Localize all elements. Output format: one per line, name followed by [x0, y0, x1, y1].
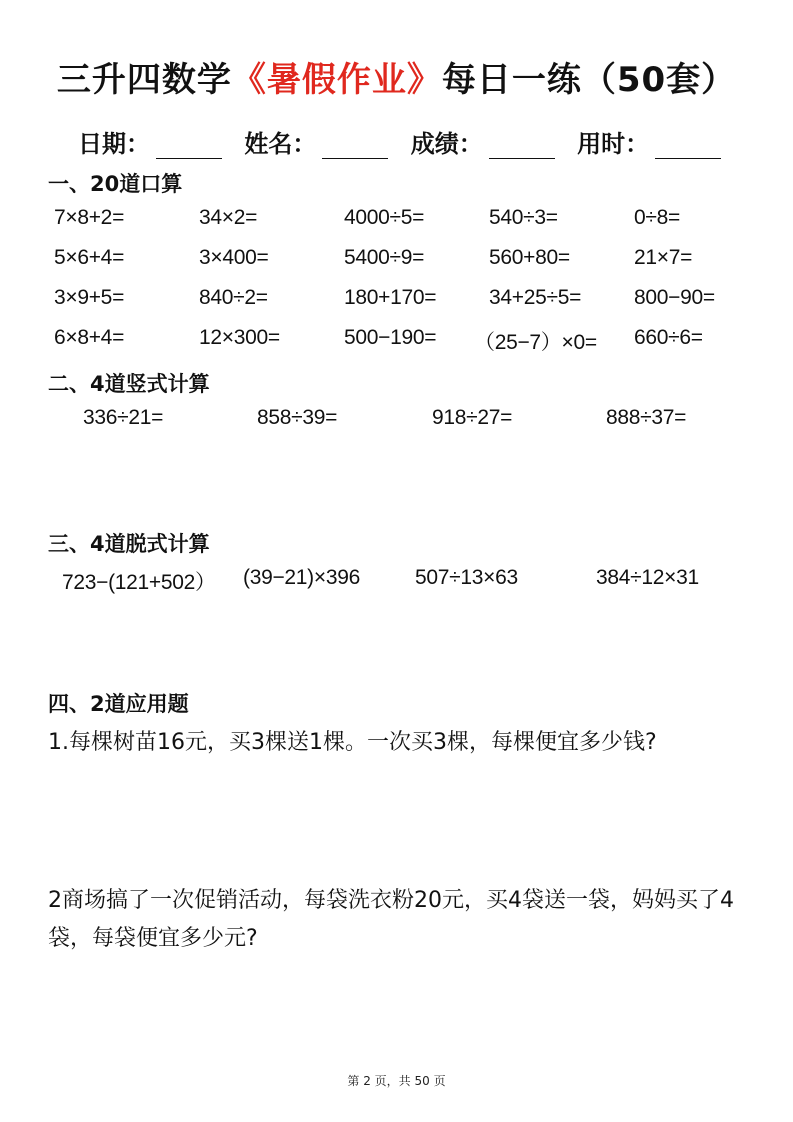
name-label: 姓名： [244, 130, 317, 158]
oral-problem: 5400÷9= [344, 246, 425, 269]
oral-problem: 180+170= [344, 286, 437, 309]
oral-problem: 21×7= [634, 246, 693, 269]
time-field [577, 124, 721, 159]
oral-row-1 [0, 206, 793, 236]
oral-problem: 7×8+2= [54, 206, 125, 229]
oral-row-2 [0, 246, 793, 276]
section-stepwise-heading: 三、4道脱式计算 [48, 532, 210, 556]
title-prefix: 三升四数学 [56, 60, 232, 100]
title-suffix: 每日一练（50套） [441, 60, 737, 100]
stepwise-problem: 723−(121+502） [62, 571, 216, 594]
score-field [411, 124, 555, 159]
oral-problem: 500−190= [344, 326, 437, 349]
oral-problem: 6×8+4= [54, 326, 125, 349]
page-footer: 第 2 页，共 50 页 [347, 1074, 446, 1088]
stepwise-problem: 384÷12×31 [596, 566, 699, 589]
oral-problem: 5×6+4= [54, 246, 125, 269]
oral-problem: 34+25÷5= [489, 286, 582, 309]
stepwise-problem: (39−21)×396 [243, 566, 360, 589]
oral-problem: 34×2= [199, 206, 258, 229]
student-info-line [78, 124, 758, 159]
oral-row-3 [0, 286, 793, 316]
oral-problem: 3×9+5= [54, 286, 125, 309]
oral-problem: 12×300= [199, 326, 280, 349]
vertical-problem: 888÷37= [606, 406, 687, 429]
time-blank[interactable] [655, 136, 721, 159]
oral-problem: 540÷3= [489, 206, 558, 229]
word-problem-1: 1.每棵树苗16元，买3棵送1棵。一次买3棵，每棵便宜多少钱? [48, 730, 657, 755]
oral-problem: 800−90= [634, 286, 715, 309]
vertical-problem: 918÷27= [432, 406, 513, 429]
name-blank[interactable] [322, 136, 388, 159]
oral-problem: 660÷6= [634, 326, 703, 349]
title-highlight: 《暑假作业》 [231, 60, 442, 100]
section-vertical-heading: 二、4道竖式计算 [48, 372, 210, 396]
oral-problem: （25−7）×0= [474, 331, 597, 354]
stepwise-problem: 507÷13×63 [415, 566, 518, 589]
page-title [0, 52, 793, 101]
oral-problem: 4000÷5= [344, 206, 425, 229]
vertical-row [0, 406, 793, 436]
section-word-heading: 四、2道应用题 [48, 692, 189, 716]
score-blank[interactable] [489, 136, 555, 159]
oral-problem: 840÷2= [199, 286, 268, 309]
vertical-problem: 858÷39= [257, 406, 338, 429]
oral-problem: 3×400= [199, 246, 269, 269]
oral-problem: 560+80= [489, 246, 570, 269]
stepwise-row [0, 566, 793, 596]
vertical-problem: 336÷21= [83, 406, 164, 429]
oral-problem: 0÷8= [634, 206, 680, 229]
word-problem-2: 2商场搞了一次促销活动，每袋洗衣粉20元，买4袋送一袋，妈妈买了4袋，每袋便宜多少元? [48, 888, 734, 951]
time-label: 用时： [577, 130, 650, 158]
date-field [78, 124, 222, 159]
name-field [244, 124, 388, 159]
section-oral-heading: 一、20道口算 [48, 172, 183, 196]
oral-row-4 [0, 326, 793, 356]
score-label: 成绩： [410, 130, 483, 158]
date-blank[interactable] [156, 136, 222, 159]
date-label: 日期： [78, 130, 150, 158]
